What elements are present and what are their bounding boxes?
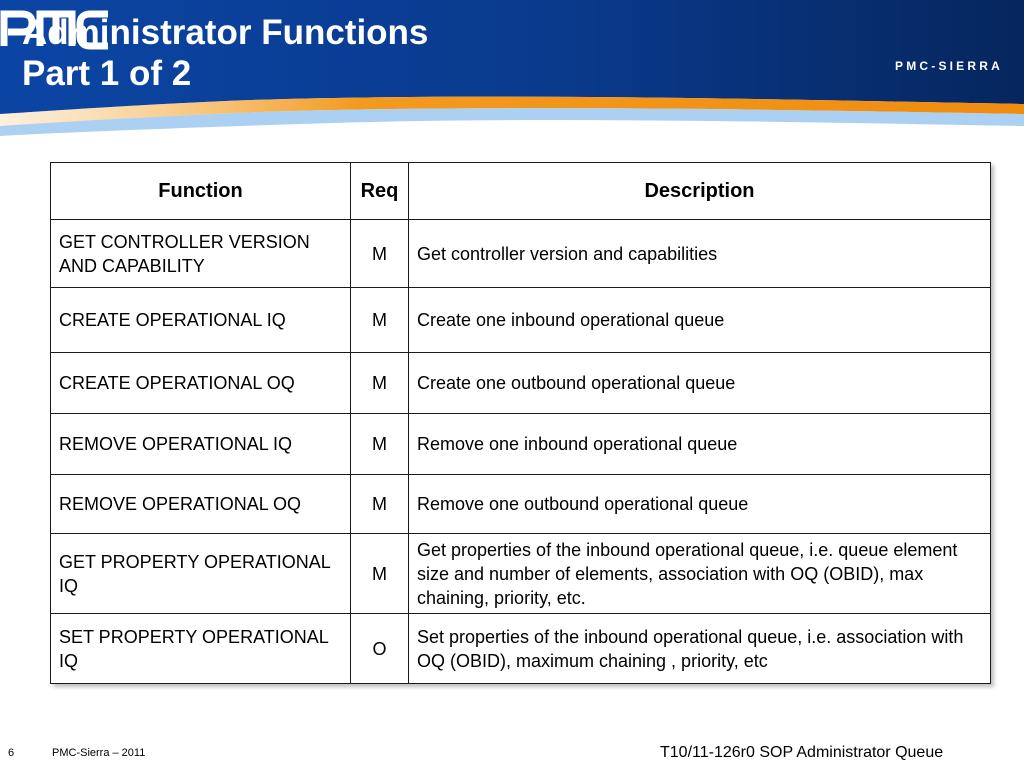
description-cell: Create one outbound operational queue	[409, 353, 991, 414]
function-cell: REMOVE OPERATIONAL IQ	[51, 414, 351, 475]
slide-title-line2: Part 1 of 2	[22, 54, 192, 93]
page-number: 6	[8, 747, 15, 759]
footer-company: PMC-Sierra – 2011	[52, 747, 146, 759]
req-cell: M	[351, 414, 409, 475]
header-req: Req	[351, 163, 409, 220]
table-row	[51, 220, 991, 288]
table-header-row	[51, 163, 991, 220]
req-cell: M	[351, 475, 409, 534]
header-description: Description	[409, 163, 991, 220]
description-cell: Get properties of the inbound operational queue, i.e. queue element size and number of elements, association with OQ (OBID), max chaining, priority, etc.	[409, 534, 991, 614]
slide-header-banner	[0, 0, 1024, 138]
req-cell: O	[351, 614, 409, 684]
footer-document-id: T10/11-126r0 SOP Administrator Queue	[660, 744, 944, 761]
admin-functions-table	[50, 162, 991, 684]
description-cell: Get controller version and capabilities	[409, 220, 991, 288]
function-cell: GET CONTROLLER VERSION AND CAPABILITY	[51, 220, 351, 288]
req-cell: M	[351, 288, 409, 353]
function-cell: SET PROPERTY OPERATIONAL IQ	[51, 614, 351, 684]
table-row	[51, 475, 991, 534]
table-row	[51, 288, 991, 353]
function-cell: CREATE OPERATIONAL OQ	[51, 353, 351, 414]
description-cell: Set properties of the inbound operational queue, i.e. association with OQ (OBID), maximum chaining , priority, etc	[409, 614, 991, 684]
description-cell: Remove one outbound operational queue	[409, 475, 991, 534]
req-cell: M	[351, 534, 409, 614]
table-row	[51, 614, 991, 684]
slide-title-line1: Administrator Functions	[22, 13, 429, 52]
function-cell: REMOVE OPERATIONAL OQ	[51, 475, 351, 534]
function-cell: GET PROPERTY OPERATIONAL IQ	[51, 534, 351, 614]
table-row	[51, 414, 991, 475]
pmc-logo	[0, 0, 114, 58]
description-cell: Create one inbound operational queue	[409, 288, 991, 353]
table-row	[51, 534, 991, 614]
req-cell: M	[351, 353, 409, 414]
description-cell: Remove one inbound operational queue	[409, 414, 991, 475]
function-cell: CREATE OPERATIONAL IQ	[51, 288, 351, 353]
req-cell: M	[351, 220, 409, 288]
logo-tagline: PMC-SIERRA	[894, 59, 1003, 73]
header-function: Function	[51, 163, 351, 220]
table-row	[51, 353, 991, 414]
